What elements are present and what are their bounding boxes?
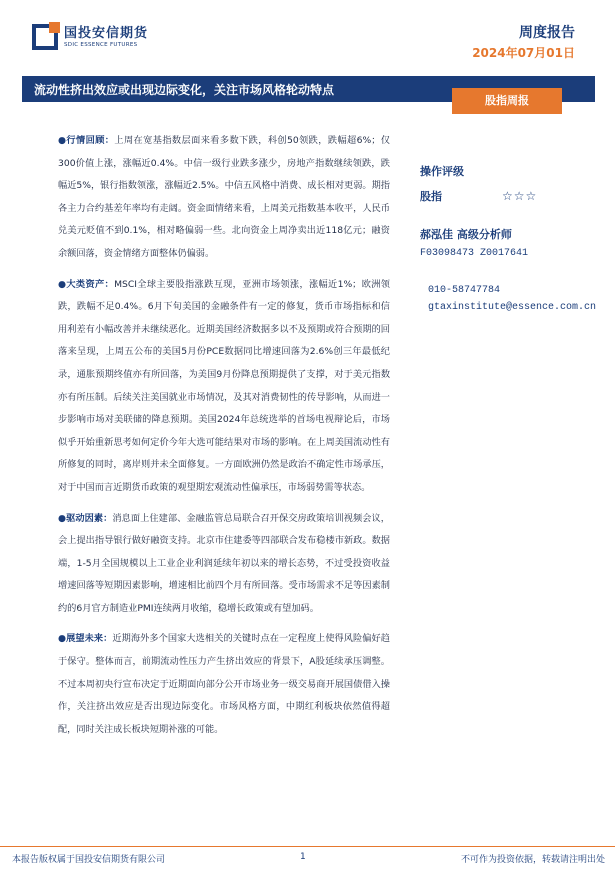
sidebar <box>420 164 610 313</box>
report-type: 周度报告 <box>519 25 575 41</box>
rating-name: 股指 <box>420 190 442 203</box>
rating-stars-icon: ☆☆☆ <box>502 189 538 203</box>
report-date: 2024年07月01日 <box>472 46 575 60</box>
paragraph-outlook <box>58 628 390 741</box>
paragraph-lead: ●展望未来： <box>58 633 113 645</box>
analyst-name: 郝泓佳 高级分析师 <box>420 228 512 241</box>
report-category-tag: 股指周报 <box>452 88 562 114</box>
paragraph-lead: ●行情回顾： <box>58 135 115 146</box>
footer-divider <box>0 846 615 847</box>
paragraph-text: 上周在宽基指数层面来看多数下跌，科创50领跌，跌幅超6%；仅300价值上涨，涨幅近0.4%。中信一级行业跌多涨少，房地产指数继续领跌，跌幅近5%，银行指数领涨，涨幅近2.5%。中信五风格中消费、成长相对更弱。期指各主力合约基差年率均有走阔。资金面情绪来看，上周美元指数基本收平，人民币兑美元贬值不到0.1%，相对略偏弱一些。北向资金上周净卖出近118亿元；融资余额回落，资金情绪方面整体仍偏弱。 <box>58 135 390 259</box>
paragraph-drivers <box>58 508 390 621</box>
report-header <box>0 0 615 80</box>
contact-phone: 010-58747784 <box>428 285 501 296</box>
contact-email[interactable]: gtaxinstitute@essence.com.cn <box>428 302 597 313</box>
paragraph-text: 近期海外多个国家大选相关的关键时点在一定程度上使得风险偏好趋于保守。整体而言，前期流动性压力产生挤出效应的背景下，A股延续承压调整。不过本周初央行宣布决定于近期面向部分公开市场业务一级交易商开展国债借入操作，关注挤出效应是否出现边际变化。市场风格方面，中期红利板块依然值得超配，同时关注成长板块短期补涨的可能。 <box>58 633 390 735</box>
paragraph-review <box>58 130 390 266</box>
logo-mark-icon <box>32 24 58 50</box>
footer-disclaimer: 不可作为投资依据，转载请注明出处 <box>460 855 605 865</box>
paragraph-lead: ●驱动因素： <box>58 512 113 524</box>
logo-name-en: SDIC ESSENCE FUTURES <box>64 41 138 48</box>
company-logo <box>32 24 148 50</box>
page-number: 1 <box>300 852 306 862</box>
paragraph-assets <box>58 274 390 500</box>
analyst-cert: F03098473 Z0017641 <box>420 248 529 259</box>
paragraph-lead: ●大类资产： <box>58 278 115 290</box>
logo-name-cn: 国投安信期货 <box>64 25 149 41</box>
report-body <box>58 130 390 749</box>
paragraph-text: MSCI全球主要股指涨跌互现，亚洲市场领涨，涨幅近1%；欧洲领跌，跌幅不足0.4%。6月下旬美国的金融条件有一定的修复，货币市场指标和信用利差有小幅改善并未继续恶化。近期美国经济数据多以不及预期或符合预期的回落来呈现，上周五公布的美国5月份PCE数据同比增速回落为2.6%创三年最低纪录，通胀预期终值亦有所回落，为美国9月份降息预期提供了支撑，对于美元指数亦有所压制。后续关注美国就业市场情况，及其对消费韧性的传导影响，从而进一步影响市场对美联储的降息预期。美国2024年总统选举的首场电视辩论后，市场似乎开始重新思考如何定价今年大选可能结果对市场的影响。在上周美国流动性有所修复的同时，离岸则并未全面修复。一方面欧洲仍然是政治不确定性市场承压，对于中国而言近期货币政策的观望期宏观流动性偏承压，市场弱势需等状态。 <box>58 278 390 493</box>
report-title: 流动性挤出效应或出现边际变化，关注市场风格轮动特点 <box>34 83 335 97</box>
rating-row <box>420 188 610 204</box>
paragraph-text: 消息面上住建部、金融监管总局联合召开保交房政策培训视频会议，会上提出指导银行做好融资支持。北京市住建委等四部联合发布稳楼市新政。数据端，1-5月全国规模以上工业企业利润延续年初以来的增长态势，不过受投资收益增速回落等短期因素影响，增速相比前四个月有所回落。受市场需求不足等因素制约的6月官方制造业PMI连续两月收缩，稳增长政策或有望加码。 <box>58 512 390 614</box>
footer-copyright: 本报告版权属于国投安信期货有限公司 <box>12 855 166 865</box>
rating-label: 操作评级 <box>420 165 464 178</box>
